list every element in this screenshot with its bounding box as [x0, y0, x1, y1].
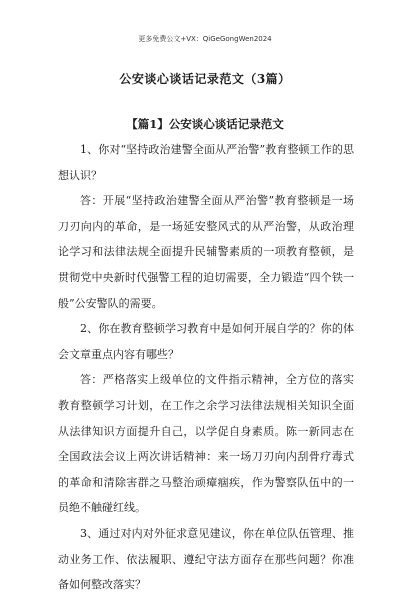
answer-1: 答：开展“坚持政治建警全面从严治警”教育整顿是一场刀刃向内的革命，是一场延安整风式的从严治警，从政治理论学习和法律法规全面提升民辅警素质的一项教育整顿，是贯彻党中央新时代强警工程的迫切需要，全力锻造“四个铁一般”公安警队的需要。: [58, 194, 354, 310]
document-title: 公安谈心谈话记录范文（3篇）: [119, 72, 291, 86]
question-1: 1、你对“坚持政治建警全面从严治警”教育整顿工作的思想认识？: [58, 143, 354, 182]
document-body: [58, 137, 354, 598]
section-title: 【篇1】公安谈心谈话记录范文: [126, 117, 284, 131]
answer-2: 答：严格落实上级单位的文件指示精神，全方位的落实教育整顿学习计划，在工作之余学习法律法规相关知识全面从法律知识方面提升自己，以学促自身素质。陈一新同志在全国政法会议上两次讲话精神：来一场刀刃向内刮骨疗毒式的革命和清除害群之马整治顽瘴痼疾，作为警察队伍中的一员绝不触碰红线。: [58, 373, 354, 515]
question-2: 2、你在教育整顿学习教育中是如何开展自学的？你的体会文章重点内容有哪些？: [58, 322, 354, 361]
header-note: 更多免费公文+VX：QiGeGongWen2024: [138, 35, 272, 43]
question-3: 3、通过对内对外征求意见建议，你在单位队伍管理、推动业务工作、依法履职、遵纪守法方面存在那些问题？你准备如何整改落实？: [58, 526, 354, 592]
